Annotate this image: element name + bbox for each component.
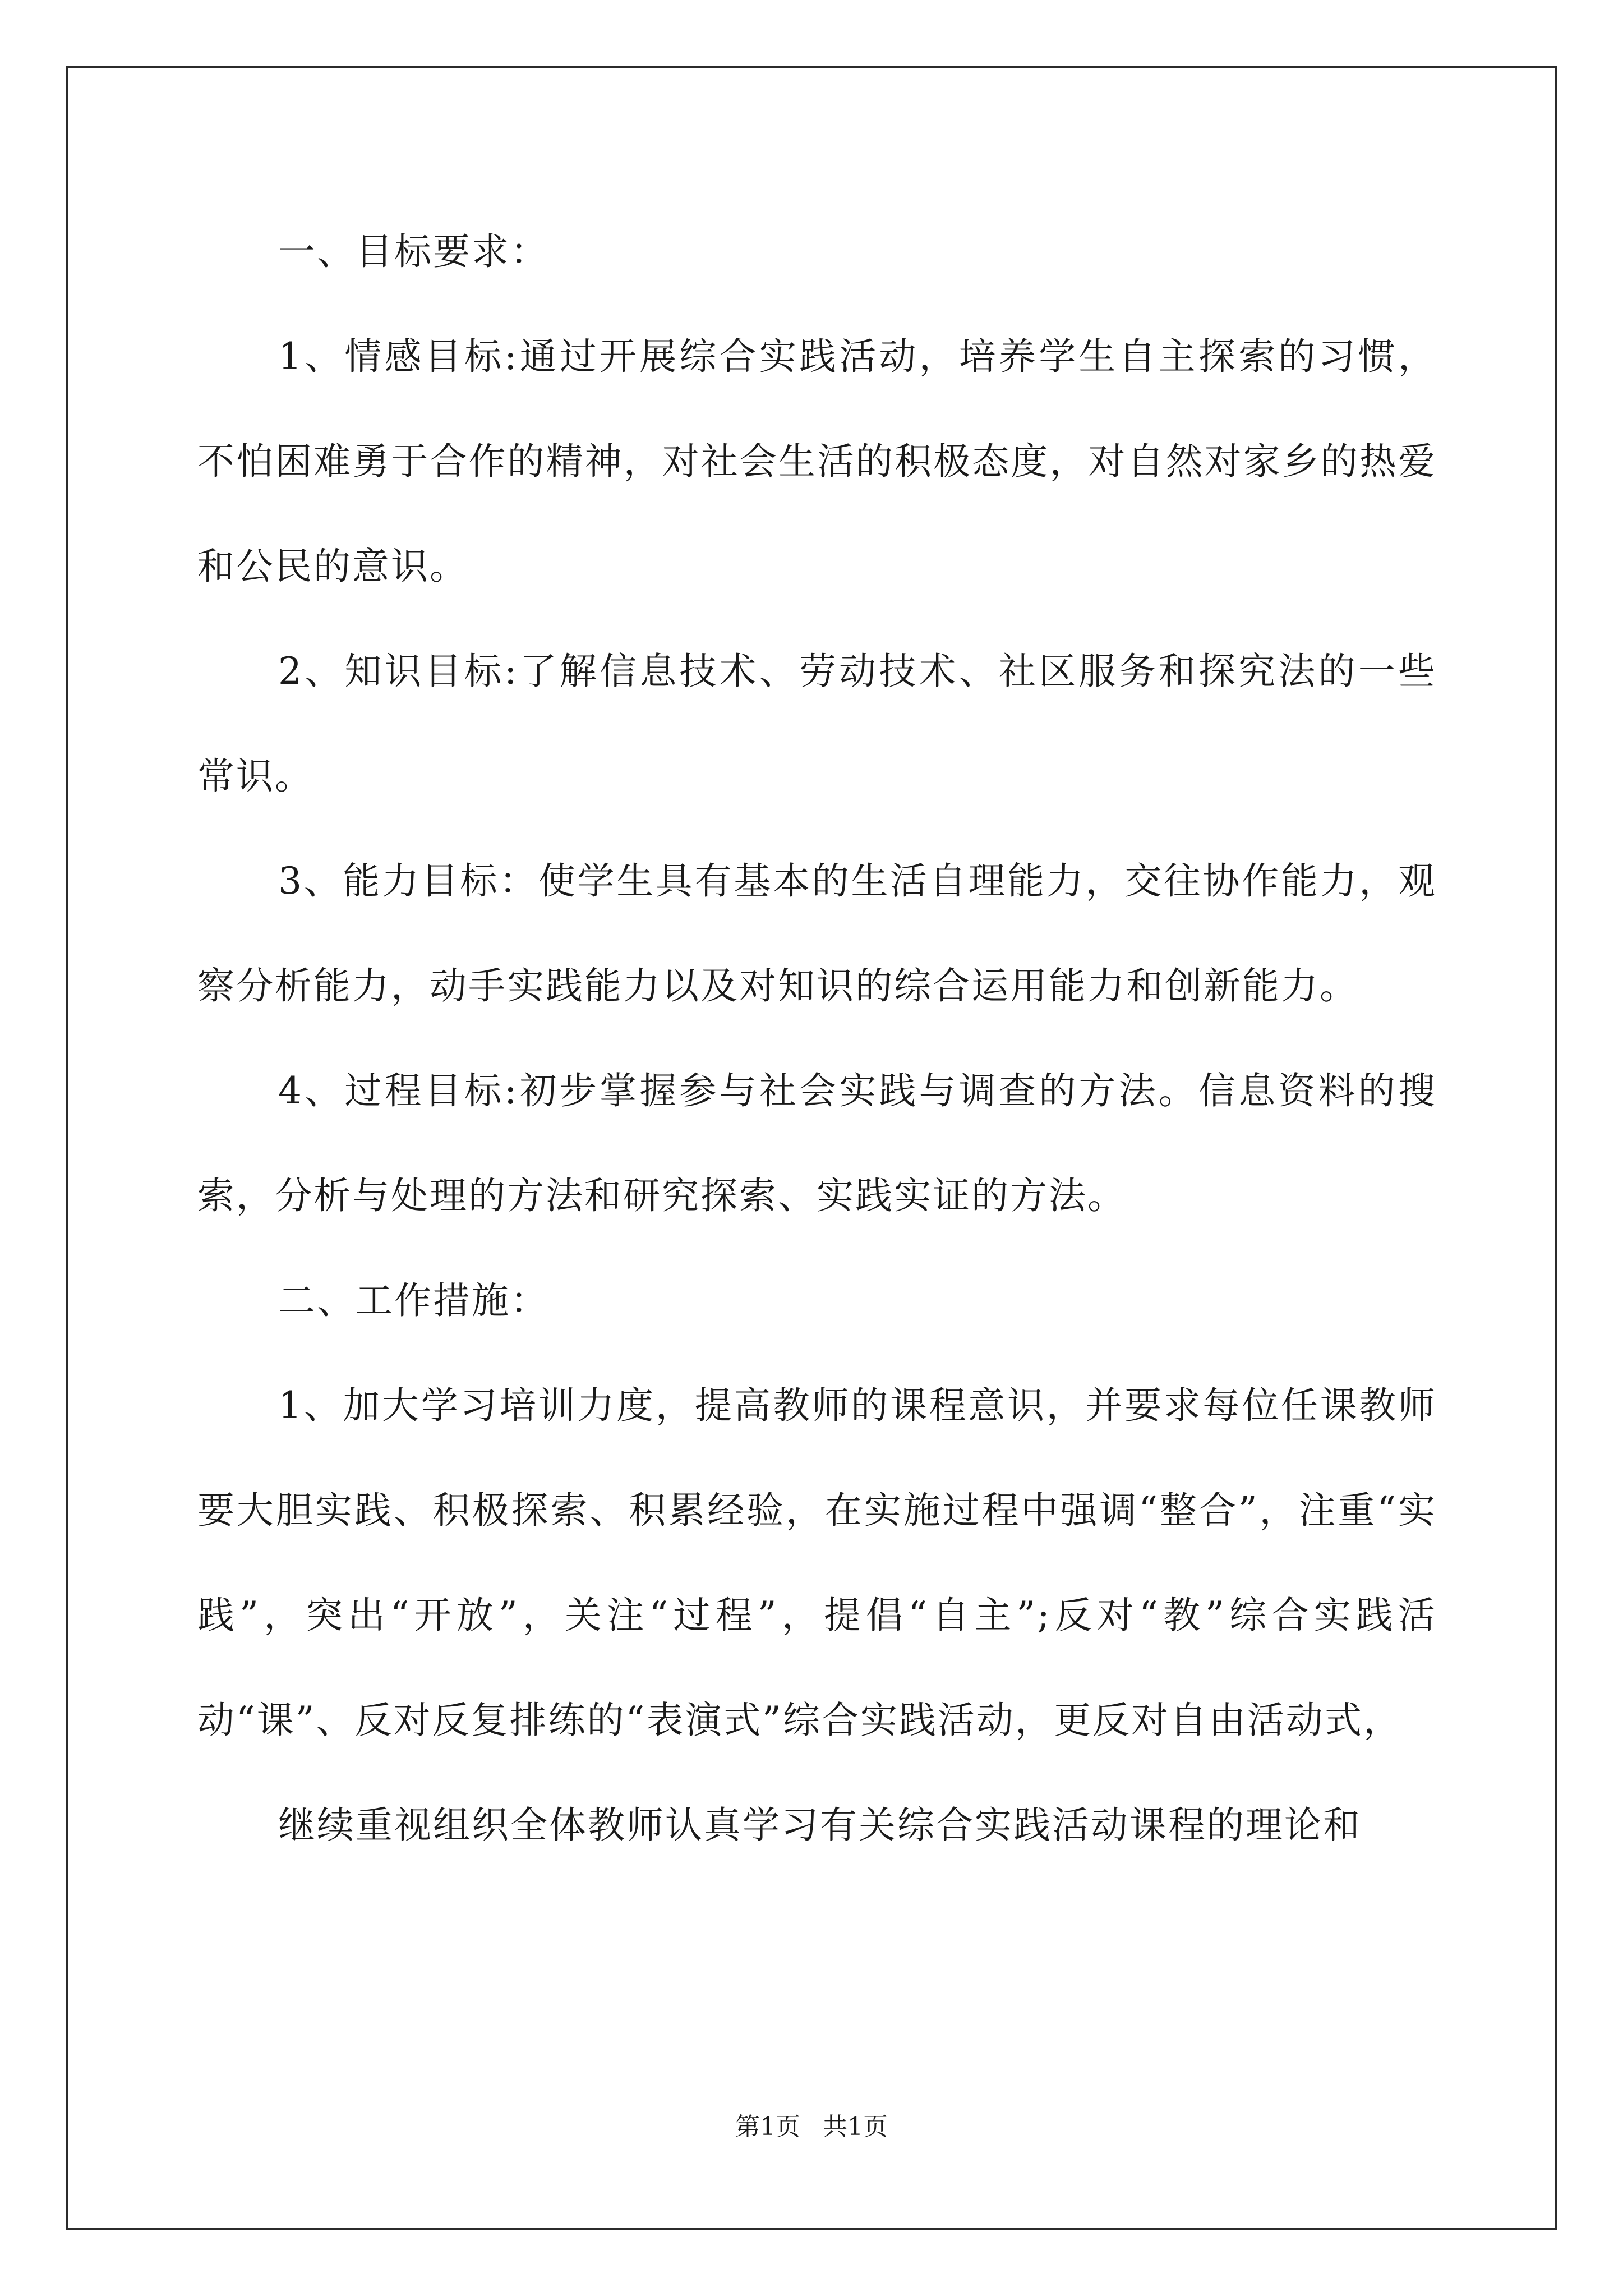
paragraph-ability-goal: 3、能力目标：使学生具有基本的生活自理能力，交往协作能力，观察分析能力，动手实践能力以及对知识的综合运用能力和创新能力。 [197,859,1437,1007]
page-number: 第1页 [735,2113,800,2141]
paragraph-continue: 继续重视组织全体教师认真学习有关综合实践活动课程的理论和 [278,1803,1362,1847]
heading-goals: 一、目标要求： [278,230,549,273]
paragraph-measure-1: 1、加大学习培训力度，提高教师的课程意识，并要求每位任课教师要大胆实践、积极探索、积累经验，在实施过程中强调“整合”，注重“实践”，突出“开放”，关注“过程”，提倡“自主”;反对“教”综合实践活动“课”、反对反复排练的“表演式”综合实践活动，更反对自由活动式， [197,1384,1437,1742]
paragraph-emotional-goal: 1、情感目标:通过开展综合实践活动，培养学生自主探索的习惯，不怕困难勇于合作的精神，对社会生活的积极态度，对自然对家乡的热爱和公民的意识。 [197,335,1437,588]
heading-measures: 二、工作措施： [278,1279,549,1322]
paragraph-knowledge-goal: 2、知识目标:了解信息技术、劳动技术、社区服务和探究法的一些常识。 [197,650,1437,798]
document-body [197,199,1437,1878]
page-footer [0,2110,1623,2144]
paragraph-process-goal: 4、过程目标:初步掌握参与社会实践与调查的方法。信息资料的搜索，分析与处理的方法和研究探索、实践实证的方法。 [197,1069,1437,1217]
page-total: 共1页 [823,2113,888,2141]
